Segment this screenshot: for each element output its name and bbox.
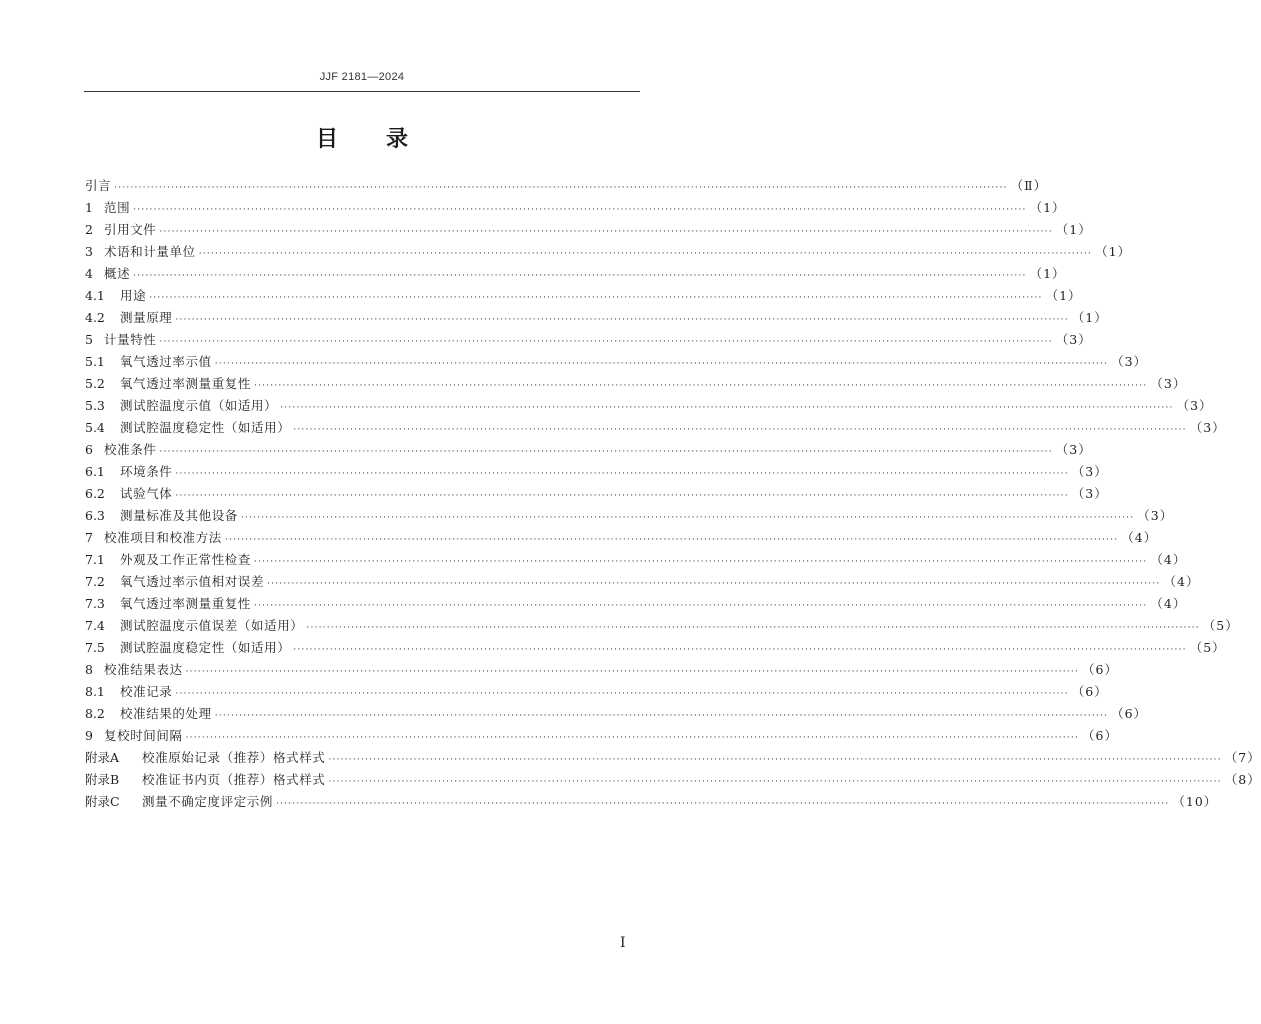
toc-entry-page: （1）	[1095, 244, 1132, 259]
toc-entry[interactable]	[85, 747, 1261, 769]
toc-dot-leader: ····························································································································································································································	[133, 271, 1027, 281]
toc-entry-number: 9	[85, 728, 93, 743]
toc-entry[interactable]	[85, 769, 1261, 791]
toc-dot-leader: ····························································································································································································································	[254, 601, 1148, 611]
toc-dot-leader: ····························································································································································································································	[159, 337, 1053, 347]
toc-entry-number: 7.2	[85, 574, 105, 589]
toc-entry-page: （1）	[1029, 200, 1066, 215]
toc-entry-number: 4.1	[85, 288, 105, 303]
toc-entry-page: （3）	[1055, 442, 1092, 457]
toc-entry-page: （8）	[1224, 772, 1261, 787]
toc-entry-number: 附录C	[85, 794, 120, 809]
toc-dot-leader: ····························································································································································································································	[293, 645, 1187, 655]
toc-dot-leader: ····························································································································································································································	[175, 315, 1069, 325]
toc-dot-leader: ····························································································································································································································	[328, 777, 1222, 787]
toc-entry-title: 测试腔温度示值误差（如适用）	[120, 618, 304, 633]
toc-entry-page: （1）	[1071, 310, 1108, 325]
toc-dot-leader: ····························································································································································································································	[198, 249, 1093, 259]
toc-entry-number: 7.3	[85, 596, 105, 611]
toc-entry-number: 7	[85, 530, 93, 545]
toc-entry-title: 复校时间间隔	[104, 728, 183, 743]
toc-entry-page: （3）	[1176, 398, 1213, 413]
toc-entry-page: （5）	[1189, 640, 1226, 655]
toc-entry-title: 外观及工作正常性检查	[120, 552, 252, 567]
toc-dot-leader: ····························································································································································································································	[328, 755, 1222, 765]
toc-entry-number: 2	[85, 222, 93, 237]
toc-entry-page: （4）	[1121, 530, 1158, 545]
toc-entry-title: 校准结果的处理	[120, 706, 212, 721]
page-number: I	[620, 935, 626, 951]
toc-entry-title: 测试腔温度示值（如适用）	[120, 398, 278, 413]
toc-entry[interactable]	[85, 219, 1092, 241]
toc-entry[interactable]	[85, 505, 1174, 527]
toc-entry[interactable]	[85, 593, 1187, 615]
toc-entry[interactable]	[85, 373, 1187, 395]
header-divider	[84, 91, 640, 92]
toc-entry-title: 校准证书内页（推荐）格式样式	[142, 772, 326, 787]
toc-entry-title: 引用文件	[104, 222, 157, 237]
toc-dot-leader: ····························································································································································································································	[133, 205, 1027, 215]
toc-entry-page: （6）	[1111, 706, 1148, 721]
toc-dot-leader: ····························································································································································································································	[214, 711, 1109, 721]
toc-entry-number: 3	[85, 244, 93, 259]
toc-entry[interactable]	[85, 285, 1082, 307]
toc-entry-page: （3）	[1150, 376, 1187, 391]
toc-entry[interactable]	[85, 175, 1048, 197]
toc-entry-title: 计量特性	[104, 332, 157, 347]
toc-entry-number: 附录A	[85, 750, 120, 765]
toc-entry-number: 5.2	[85, 376, 105, 391]
toc-entry-title: 概述	[104, 266, 131, 281]
toc-entry-page: （3）	[1111, 354, 1148, 369]
toc-entry[interactable]	[85, 329, 1092, 351]
toc-entry[interactable]	[85, 417, 1226, 439]
toc-entry-page: （5）	[1202, 618, 1239, 633]
toc-entry-number: 4	[85, 266, 93, 281]
toc-entry-number: 5	[85, 332, 93, 347]
toc-entry-page: （3）	[1071, 486, 1108, 501]
toc-entry-page: （3）	[1071, 464, 1108, 479]
toc-entry-number: 4.2	[85, 310, 105, 325]
toc-entry[interactable]	[85, 395, 1213, 417]
toc-entry-title: 引言	[85, 178, 112, 193]
toc-dot-leader: ····························································································································································································································	[214, 359, 1109, 369]
toc-entry[interactable]	[85, 483, 1108, 505]
toc-dot-leader: ····························································································································································································································	[254, 557, 1148, 567]
toc-entry-number: 8	[85, 662, 93, 677]
toc-entry[interactable]	[85, 703, 1148, 725]
toc-dot-leader: ····························································································································································································································	[224, 535, 1119, 545]
toc-entry[interactable]	[85, 439, 1092, 461]
toc-entry-title: 校准结果表达	[104, 662, 183, 677]
toc-entry[interactable]	[85, 659, 1118, 681]
toc-entry-number: 附录B	[85, 772, 120, 787]
toc-entry-title: 氧气透过率测量重复性	[120, 376, 252, 391]
toc-entry[interactable]	[85, 307, 1108, 329]
toc-entry-page: （1）	[1055, 222, 1092, 237]
toc-entry-page: （4）	[1150, 552, 1187, 567]
toc-dot-leader: ····························································································································································································································	[254, 381, 1148, 391]
toc-dot-leader: ····························································································································································································································	[185, 667, 1079, 677]
toc-entry-page: （6）	[1071, 684, 1108, 699]
toc-dot-leader: ····························································································································································································································	[276, 799, 1170, 809]
table-of-contents	[85, 175, 1261, 813]
toc-entry[interactable]	[85, 461, 1108, 483]
toc-entry-number: 7.4	[85, 618, 105, 633]
toc-entry-title: 氧气透过率测量重复性	[120, 596, 252, 611]
toc-entry-page: （10）	[1172, 794, 1218, 809]
toc-entry-title: 环境条件	[120, 464, 173, 479]
toc-dot-leader: ····························································································································································································································	[240, 513, 1135, 523]
toc-entry-page: （3）	[1189, 420, 1226, 435]
toc-entry[interactable]	[85, 263, 1066, 285]
toc-entry[interactable]	[85, 571, 1200, 593]
toc-dot-leader: ····························································································································································································································	[175, 689, 1069, 699]
toc-entry-page: （3）	[1137, 508, 1174, 523]
toc-entry-number: 5.1	[85, 354, 105, 369]
toc-entry-number: 5.3	[85, 398, 105, 413]
toc-entry-title: 校准记录	[120, 684, 173, 699]
toc-entry-title: 氧气透过率示值相对误差	[120, 574, 265, 589]
toc-title-char-1: 目	[315, 127, 338, 152]
toc-dot-leader: ····························································································································································································································	[185, 733, 1079, 743]
toc-dot-leader: ····························································································································································································································	[159, 227, 1053, 237]
toc-dot-leader: ····························································································································································································································	[114, 183, 1008, 193]
toc-entry-page: （4）	[1163, 574, 1200, 589]
toc-entry-page: （Ⅱ）	[1010, 178, 1048, 193]
toc-entry-title: 测试腔温度稳定性（如适用）	[120, 420, 291, 435]
toc-entry-title: 校准原始记录（推荐）格式样式	[142, 750, 326, 765]
toc-entry-title: 氧气透过率示值	[120, 354, 212, 369]
toc-dot-leader: ····························································································································································································································	[175, 469, 1069, 479]
toc-entry-number: 8.2	[85, 706, 105, 721]
toc-dot-leader: ····························································································································································································································	[159, 447, 1053, 457]
toc-entry-page: （6）	[1082, 662, 1118, 677]
toc-title	[0, 122, 724, 153]
toc-dot-leader: ····························································································································································································································	[175, 491, 1069, 501]
toc-entry[interactable]	[85, 725, 1118, 747]
toc-entry-title: 校准项目和校准方法	[104, 530, 222, 545]
toc-entry-title: 试验气体	[120, 486, 173, 501]
toc-entry-number: 6.2	[85, 486, 105, 501]
toc-dot-leader: ····························································································································································································································	[306, 623, 1200, 633]
toc-entry-title: 测量原理	[120, 310, 173, 325]
toc-entry-number: 7.5	[85, 640, 105, 655]
toc-dot-leader: ····························································································································································································································	[293, 425, 1187, 435]
toc-entry-page: （7）	[1224, 750, 1261, 765]
standard-code-header: JJF 2181—2024	[319, 71, 405, 83]
toc-entry[interactable]	[85, 615, 1239, 637]
toc-entry-title: 测量标准及其他设备	[120, 508, 238, 523]
toc-entry-number: 1	[85, 200, 93, 215]
toc-entry-number: 6.3	[85, 508, 105, 523]
toc-entry-title: 范围	[104, 200, 131, 215]
toc-dot-leader: ····························································································································································································································	[280, 403, 1174, 413]
toc-dot-leader: ····························································································································································································································	[267, 579, 1161, 589]
toc-entry[interactable]	[85, 241, 1132, 263]
toc-entry-number: 8.1	[85, 684, 105, 699]
toc-entry-page: （3）	[1055, 332, 1092, 347]
toc-entry-number: 6	[85, 442, 93, 457]
toc-entry[interactable]	[85, 637, 1226, 659]
toc-entry[interactable]	[85, 527, 1158, 549]
toc-entry-page: （6）	[1082, 728, 1118, 743]
toc-entry[interactable]	[85, 351, 1148, 373]
toc-entry[interactable]	[85, 681, 1108, 703]
toc-entry-title: 校准条件	[104, 442, 157, 457]
toc-entry-number: 7.1	[85, 552, 105, 567]
toc-dot-leader: ····························································································································································································································	[149, 293, 1043, 303]
toc-entry-number: 5.4	[85, 420, 105, 435]
toc-title-char-2: 录	[386, 127, 409, 152]
toc-entry-title: 用途	[120, 288, 147, 303]
toc-entry-title: 测量不确定度评定示例	[142, 794, 274, 809]
toc-entry[interactable]	[85, 549, 1187, 571]
toc-entry-title: 测试腔温度稳定性（如适用）	[120, 640, 291, 655]
toc-entry-page: （1）	[1029, 266, 1066, 281]
toc-entry[interactable]	[85, 197, 1066, 219]
toc-entry-page: （1）	[1045, 288, 1082, 303]
toc-entry-number: 6.1	[85, 464, 105, 479]
toc-entry-page: （4）	[1150, 596, 1187, 611]
toc-entry[interactable]	[85, 791, 1218, 813]
toc-entry-title: 术语和计量单位	[104, 244, 196, 259]
